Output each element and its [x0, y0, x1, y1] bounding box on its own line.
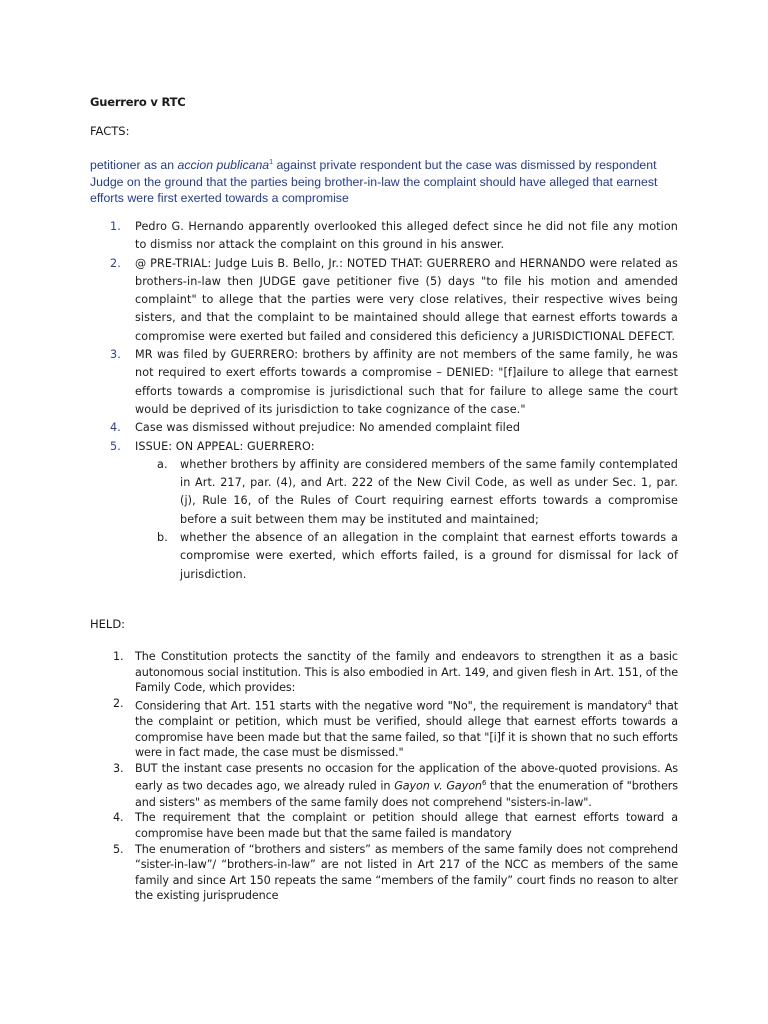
- intro-footnote-marker: 1: [269, 159, 274, 166]
- held-number: 3.: [113, 761, 124, 775]
- issue-text: whether the absence of an allegation in the complaint that earnest efforts towards a compromise were exerted, which efforts failed, is a ground for dismissal for lack of jurisdiction.: [180, 531, 678, 581]
- held-text-end: that the complaint or petition, which must be verified, should allege that earnest efforts towards a compromise have been made but that the same failed, so that "[i]f it is shown that no such efforts were in fact made, the case must be dismissed.": [135, 699, 678, 760]
- held-item: [113, 761, 678, 811]
- issue-item: [157, 456, 678, 529]
- held-heading: HELD:: [90, 617, 126, 631]
- held-text: The enumeration of “brothers and sisters” as members of the same family does not comprehend “sister-in-law”/ “brothers-in-law” are not listed in Art 217 of the NCC as members of the same family and since Art 150 repeats the same “members of the family” court finds no reason to alter the existing jurisprudence: [135, 842, 678, 903]
- held-text-start: BUT the instant case presents no occasion for the application of the above-quoted provisions. As early as two decades ago, we already ruled in: [135, 761, 678, 794]
- fact-item: [110, 419, 678, 437]
- held-list: [113, 649, 678, 904]
- issue-item: [157, 529, 678, 584]
- issue-letter: b.: [157, 531, 168, 545]
- held-item: [113, 649, 678, 696]
- fact-number: 1.: [110, 220, 121, 233]
- case-title: Guerrero v RTC: [90, 95, 186, 109]
- fact-number: 2.: [110, 256, 121, 270]
- fact-item: [110, 218, 678, 255]
- held-number: 4.: [113, 811, 124, 825]
- intro-text-start: petitioner as an: [90, 158, 178, 173]
- held-item: [113, 842, 678, 904]
- held-text-end: that the enumeration of "brothers and sisters" as members of the same family does not comprehend "sisters-in-law".: [135, 780, 678, 809]
- fact-item: [110, 346, 678, 419]
- issue-text: whether brothers by affinity are considered members of the same family contemplated in Art. 217, par. (4), and Art. 222 of the New Civil Code, as well as under Sec. 1, par. (j), Rule 16, of the Rules of Court requiring earnest efforts towards a compromise before a suit between them may be instituted and maintained;: [180, 457, 678, 526]
- held-number: 1.: [113, 650, 124, 663]
- intro-italic-term: accion publicana: [177, 158, 270, 173]
- held-text-start: Considering that Art. 151 starts with the negative word "No", the requirement is mandatory: [135, 699, 648, 713]
- fact-text: Case was dismissed without prejudice: No amended complaint filed: [135, 421, 521, 435]
- fact-number: 4.: [110, 421, 121, 435]
- issue-letter: a.: [157, 457, 168, 471]
- held-item: [113, 696, 678, 761]
- fact-text: MR was filed by GUERRERO: brothers by affinity are not members of the same family, he was not required to exert efforts towards a compromise – DENIED: "[f]ailure to allege that earnest efforts towards a compromise is jurisdictional such that for failure to allege same the court would be deprived of its jurisdiction to take cognizance of the case.": [135, 348, 678, 416]
- held-text: The Constitution protects the sanctity of the family and endeavors to strengthen it as a basic autonomous social institution. This is also embodied in Art. 149, and given flesh in Art. 151, of the Family Code, which provides:: [135, 650, 678, 695]
- held-number: 5.: [113, 842, 124, 856]
- held-number: 2.: [113, 696, 124, 710]
- fact-number: 5.: [110, 439, 121, 453]
- intro-text-end: against private respondent but the case was dismissed by respondent Judge on the ground that the parties being brother-in-law the complaint should have alleged that earnest efforts were first exerted towards a compromise: [90, 158, 658, 206]
- fact-number: 3.: [110, 348, 121, 362]
- facts-heading: FACTS:: [90, 124, 130, 138]
- fact-text: @ PRE-TRIAL: Judge Luis B. Bello, Jr.: NOTED THAT: GUERRERO and HERNANDO were related as brothers-in-law then JUDGE gave petitioner five (5) days "to file his motion and amended complaint" to allege that the parties were very close relatives, their respective wives being sisters, and that the complaint to be maintained should allege that earnest efforts towards a compromise were exerted but failed and considered this deficiency a JURISDICTIONAL DEFECT.: [135, 256, 678, 343]
- held-text: The requirement that the complaint or petition should allege that earnest efforts toward a compromise have been made but that the same failed is mandatory: [135, 811, 678, 840]
- footnote-marker: 6: [481, 779, 487, 788]
- case-citation: Gayon v. Gayon: [394, 780, 482, 794]
- issues-list: [135, 456, 678, 584]
- held-item: [113, 810, 678, 841]
- facts-list: [110, 218, 678, 584]
- facts-intro-paragraph: [90, 155, 690, 207]
- fact-item: [110, 438, 678, 584]
- footnote-marker: 4: [647, 698, 652, 707]
- fact-item: [110, 255, 678, 346]
- fact-text: Pedro G. Hernando apparently overlooked this alleged defect since he did not file any motion to dismiss nor attack the complaint on this ground in his answer.: [135, 220, 678, 252]
- fact-text: ISSUE: ON APPEAL: GUERRERO:: [135, 439, 315, 453]
